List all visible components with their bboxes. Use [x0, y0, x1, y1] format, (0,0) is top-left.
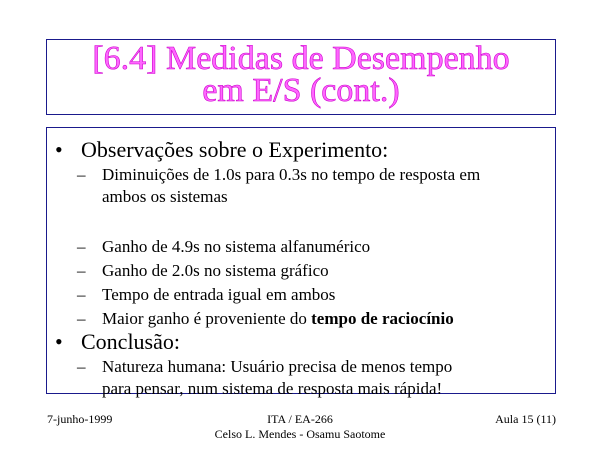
dash-symbol: – — [77, 237, 86, 256]
sub-item-text: Natureza humana: Usuário precisa de menos tempo — [102, 357, 453, 376]
sub-item-text-continued: para pensar, num sistema de resposta mais rápida! — [102, 379, 443, 398]
sub-item-text: Tempo de entrada igual em ambos — [102, 285, 336, 304]
bullet-label: Conclusão: — [81, 329, 180, 354]
slide-title-line-1: [6.4] Medidas de Desempenho — [92, 40, 510, 77]
sub-item-text: Ganho de 4.9s no sistema alfanumérico — [102, 237, 371, 256]
sub-item-text: Diminuições de 1.0s para 0.3s no tempo de resposta em — [102, 165, 481, 184]
slide-body-box — [46, 127, 556, 398]
dash-symbol: – — [77, 357, 86, 376]
sub-item-text — [102, 308, 454, 330]
bullet-label: Observações sobre o Experimento: — [81, 137, 389, 162]
slide-title-box — [46, 39, 556, 115]
footer-date: 7-junho-1999 — [47, 412, 113, 426]
sub-item-text-prefix: Maior ganho é proveniente do — [102, 309, 312, 328]
bullet-symbol: • — [55, 137, 63, 162]
dash-symbol: – — [77, 309, 86, 328]
sub-item-text: Ganho de 2.0s no sistema gráfico — [102, 261, 329, 280]
footer-authors: Celso L. Mendes - Osamu Saotome — [214, 427, 386, 441]
bullet-observacoes — [55, 138, 388, 162]
dash-symbol: – — [77, 261, 86, 280]
bullet-symbol: • — [55, 329, 63, 354]
sub-item-text-bold: tempo de raciocínio — [311, 309, 454, 328]
dash-symbol: – — [77, 165, 86, 184]
footer-course: ITA / EA-266 — [267, 412, 333, 426]
dash-symbol: – — [77, 285, 86, 304]
sub-item-text-continued: ambos os sistemas — [102, 187, 228, 206]
slide-title-line-2: em E/S (cont.) — [202, 72, 400, 109]
footer-lecture: Aula 15 (11) — [495, 412, 556, 426]
bullet-conclusao — [55, 330, 180, 354]
